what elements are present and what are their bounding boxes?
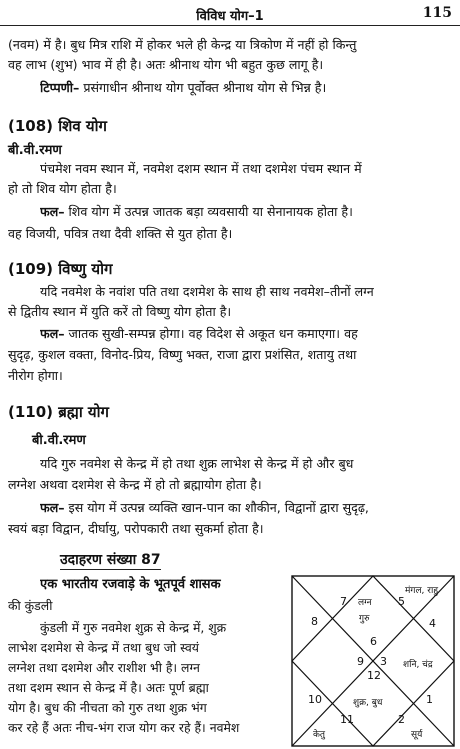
house-number: 5 [398, 595, 405, 608]
paragraph-line: से द्वितीय स्थान में युति करें तो विष्णु योग होता है। [8, 304, 232, 319]
paragraph-line: पंचमेश नवम स्थान में, नवमेश दशम स्थान में तथा दशमेश पंचम स्थान में [40, 161, 362, 176]
result-label: फल– [40, 204, 65, 219]
paragraph-line: स्वयं बड़ा विद्वान, दीर्घायु, परोपकारी तथा सुकर्मा होता है। [8, 521, 264, 536]
paragraph-line: नीरोग होगा। [8, 368, 63, 383]
brahma-source: बी.वी.रमण [32, 433, 86, 448]
shiv-result-line [40, 203, 452, 221]
result-text: जातक सुखी-सम्पन्न होगा। वह विदेश से अकूत धन कमाएगा। वह [64, 326, 358, 341]
house-number: 8 [311, 615, 318, 628]
paragraph-line: लग्नेश अथवा दशमेश से केन्द्र में हो तो ब्रह्मायोग होता है। [8, 477, 262, 492]
example-intro-rest: की कुंडली [8, 598, 53, 613]
example-line: कुंडली में गुरु नवमेश शुक्र से केन्द्र में, शुक्र [40, 620, 227, 635]
planet-label: शनि, चंद्र [403, 660, 433, 670]
kundli-diagram [291, 575, 455, 747]
running-title: विविध योग–1 [196, 9, 264, 24]
shiv-yoga-heading: (108) शिव योग [8, 117, 107, 135]
house-number: 7 [340, 595, 347, 608]
example-line: लाभेश दशमेश से केन्द्र में तथा बुध जो स्वयं [8, 640, 199, 655]
page-number: 115 [422, 5, 452, 21]
horoscope-chart [291, 575, 455, 747]
note-text: प्रसंगाधीन श्रीनाथ योग पूर्वोक्त श्रीनाथ योग से भिन्न है। [79, 80, 327, 95]
vishnu-result-line [40, 325, 452, 343]
vishnu-yoga-heading: (109) विष्णु योग [8, 260, 113, 278]
result-text: शिव योग में उत्पन्न जातक बड़ा व्यवसायी या सेनानायक होता है। [64, 204, 353, 219]
shiv-source: बी.वी.रमण [8, 143, 62, 158]
paragraph-line: वह विजयी, पवित्र तथा दैवी शक्ति से युत होता है। [8, 226, 233, 241]
house-number: 4 [429, 617, 436, 630]
note-label: टिप्पणी– [40, 80, 80, 95]
house-number: 11 [340, 713, 354, 726]
example-title: उदाहरण संख्या 87 [60, 552, 161, 568]
house-number: 6 [370, 635, 377, 648]
paragraph-line: (नवम) में है। बुध मित्र राशि में होकर भले ही केन्द्र या त्रिकोण में नहीं हो किन्तु [8, 37, 357, 52]
house-number: 1 [426, 693, 433, 706]
house-number: 3 [380, 655, 387, 668]
paragraph-line: सुदृढ़, कुशल वक्ता, विनोद-प्रिय, विष्णु भक्त, राजा द्वारा प्रशंसित, शतायु तथा [8, 347, 357, 362]
house-number: 12 [367, 669, 381, 682]
example-line: लग्नेश तथा दशमेश और राशीश भी है। लग्न [8, 660, 200, 675]
paragraph-line: वह लाभ (शुभ) भाव में ही है। अतः श्रीनाथ योग भी बहुत कुछ लागू है। [8, 57, 324, 72]
result-text: इस योग में उत्पन्न व्यक्ति खान-पान का शौकीन, विद्वानों द्वारा सुदृढ़, [64, 500, 369, 515]
planet-label: शुक्र, बुध [353, 698, 383, 708]
planet-label: गुरु [359, 614, 370, 624]
planet-label: मंगल, राहु [405, 586, 439, 596]
planet-label: केतु [313, 730, 326, 740]
example-line: कर रहे हैं अतः नीच-भंग राज योग कर रहे हैं। नवमेश [8, 720, 240, 735]
house-number: 10 [308, 693, 322, 706]
paragraph-line: यदि नवमेश के नवांश पति तथा दशमेश के साथ ही साथ नवमेश–तीनों लग्न [40, 284, 374, 299]
planet-label: लग्न [358, 598, 372, 608]
house-number: 9 [357, 655, 364, 668]
note-paragraph [40, 79, 452, 97]
paragraph-line: यदि गुरु नवमेश से केन्द्र में हो तथा शुक्र लाभेश से केन्द्र में हो और बुध [40, 456, 354, 471]
brahma-yoga-heading: (110) ब्रह्मा योग [8, 403, 109, 421]
paragraph-line: हो तो शिव योग होता है। [8, 181, 117, 196]
example-line: तथा दशम स्थान से केन्द्र में है। अतः पूर्ण ब्रह्मा [8, 680, 209, 695]
result-label: फल– [40, 500, 65, 515]
page-header [0, 4, 460, 26]
example-line: योग है। बुध की नीचता को गुरु तथा शुक्र भंग [8, 700, 207, 715]
planet-label: सूर्य [411, 730, 423, 740]
brahma-result-line [40, 499, 452, 517]
house-number: 2 [398, 713, 405, 726]
example-intro: एक भारतीय रजवाड़े के भूतपूर्व शासक [40, 577, 221, 592]
result-label: फल– [40, 326, 65, 341]
